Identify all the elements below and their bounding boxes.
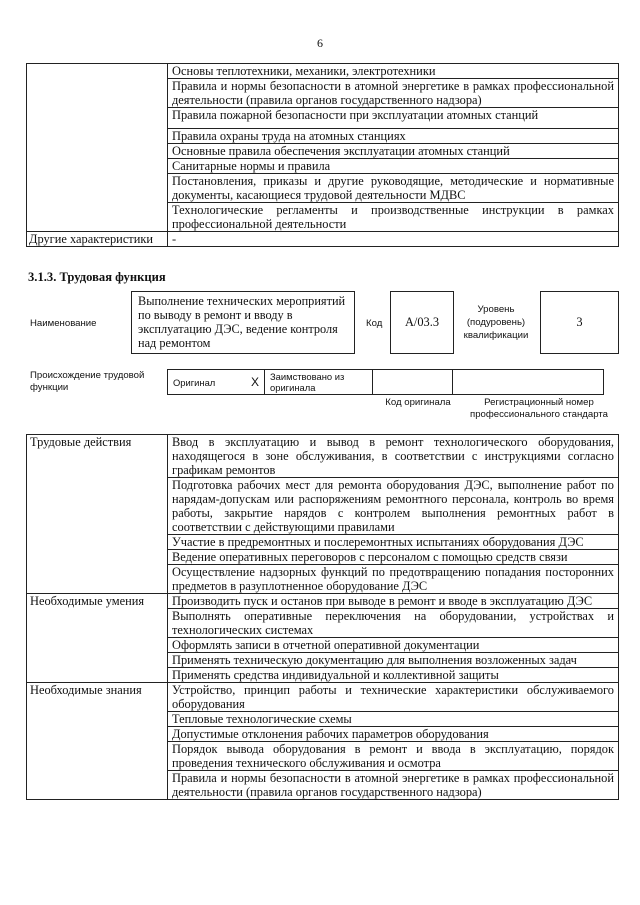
qualification-level-label: Уровень (подуровень) квалификации [463, 304, 529, 341]
table-row [27, 435, 619, 478]
knowledge-item: Технологические регламенты и производственные инструкции в рамках профессиональной деятельности [168, 203, 619, 232]
knowledge-item: Основы теплотехники, механики, электротехники [168, 64, 619, 79]
knowledge-item: Устройство, принцип работы и технические характеристики обслуживаемого оборудования [168, 683, 619, 712]
knowledge-item: Правила и нормы безопасности в атомной энергетике в рамках профессиональной деятельности (правила органов государственного надзора) [168, 771, 619, 800]
table-row [27, 594, 619, 609]
skill-item: Применять средства индивидуальной и коллективной защиты [168, 668, 619, 683]
borrowed-label: Заимствовано из оригинала [265, 370, 373, 395]
labor-action-item: Осуществление надзорных функций по предотвращению попадания посторонних предметов в разуплотненное оборудование ДЭС [168, 565, 619, 594]
labor-action-item: Участие в предремонтных и послеремонтных испытаниях оборудования ДЭС [168, 535, 619, 550]
function-code-box: А/03.3 [390, 291, 454, 354]
reg-number-cell [453, 370, 604, 395]
function-name-box: Выполнение технических мероприятий по выводу в ремонт и вводу в эксплуатацию ДЭС, ведение контроля над ремонтом [131, 291, 355, 354]
original-label: Оригинал [168, 370, 247, 395]
name-label: Наименование [30, 318, 97, 329]
skill-item: Оформлять записи в отчетной оперативной документации [168, 638, 619, 653]
labor-actions-label: Трудовые действия [27, 435, 168, 594]
table-row [27, 64, 619, 79]
knowledge-label-cell [27, 64, 168, 232]
code-original-cell [373, 370, 453, 395]
labor-action-item: Подготовка рабочих мест для ремонта оборудования ДЭС, выполнение работ по нарядам-допускам или распоряжениям ремонтного персонала, контроль во время работы, закрытие нарядов с контролем выполнения ремонтных работ в соответствии с действующими правилами [168, 478, 619, 535]
original-mark: X [246, 370, 265, 395]
labor-action-item: Ведение оперативных переговоров с персоналом с помощью средств связи [168, 550, 619, 565]
knowledge-item: Основные правила обеспечения эксплуатации атомных станций [168, 144, 619, 159]
knowledge-item: Допустимые отклонения рабочих параметров оборудования [168, 727, 619, 742]
knowledge-item: Правила пожарной безопасности при эксплуатации атомных станций [168, 108, 619, 129]
reg-number-label: Регистрационный номер профессионального стандарта [470, 397, 608, 420]
table-row [27, 683, 619, 712]
knowledge-item: Правила охраны труда на атомных станциях [168, 129, 619, 144]
qualification-level-box: 3 [540, 291, 619, 354]
skill-item: Применять техническую документацию для выполнения возложенных задач [168, 653, 619, 668]
code-original-label: Код оригинала [385, 397, 451, 408]
other-characteristics-value: - [168, 232, 619, 247]
code-label: Код [366, 318, 383, 329]
page-number: 6 [317, 36, 323, 50]
skill-item: Производить пуск и останов при выводе в ремонт и вводе в эксплуатацию ДЭС [168, 594, 619, 609]
labor-action-item: Ввод в эксплуатацию и вывод в ремонт технологического оборудования, находящегося в зоне обслуживания, в соответствии с инструкциями согласно графикам ремонтов [168, 435, 619, 478]
table-row [27, 232, 619, 247]
section-title: 3.1.3. Трудовая функция [28, 270, 166, 284]
knowledge-item: Санитарные нормы и правила [168, 159, 619, 174]
knowledge-item: Тепловые технологические схемы [168, 712, 619, 727]
knowledge-item: Правила и нормы безопасности в атомной энергетике в рамках профессиональной деятельности (правила органов государственного надзора) [168, 79, 619, 108]
origin-label: Происхождение трудовой функции [30, 370, 145, 393]
knowledge-item: Порядок вывода оборудования в ремонт и ввода в эксплуатацию, порядок проведения технического обслуживания и осмотра [168, 742, 619, 771]
knowledge-continued-table [26, 63, 619, 247]
knowledge-label: Необходимые знания [27, 683, 168, 800]
knowledge-item: Постановления, приказы и другие руководящие, методические и нормативные документы, касающиеся трудовой деятельности МДВС [168, 174, 619, 203]
origin-table [167, 369, 604, 395]
function-details-table [26, 434, 619, 800]
other-characteristics-label: Другие характеристики [27, 232, 168, 247]
skills-label: Необходимые умения [27, 594, 168, 683]
table-row [168, 370, 604, 395]
skill-item: Выполнять оперативные переключения на оборудовании, устройствах и технологических системах [168, 609, 619, 638]
